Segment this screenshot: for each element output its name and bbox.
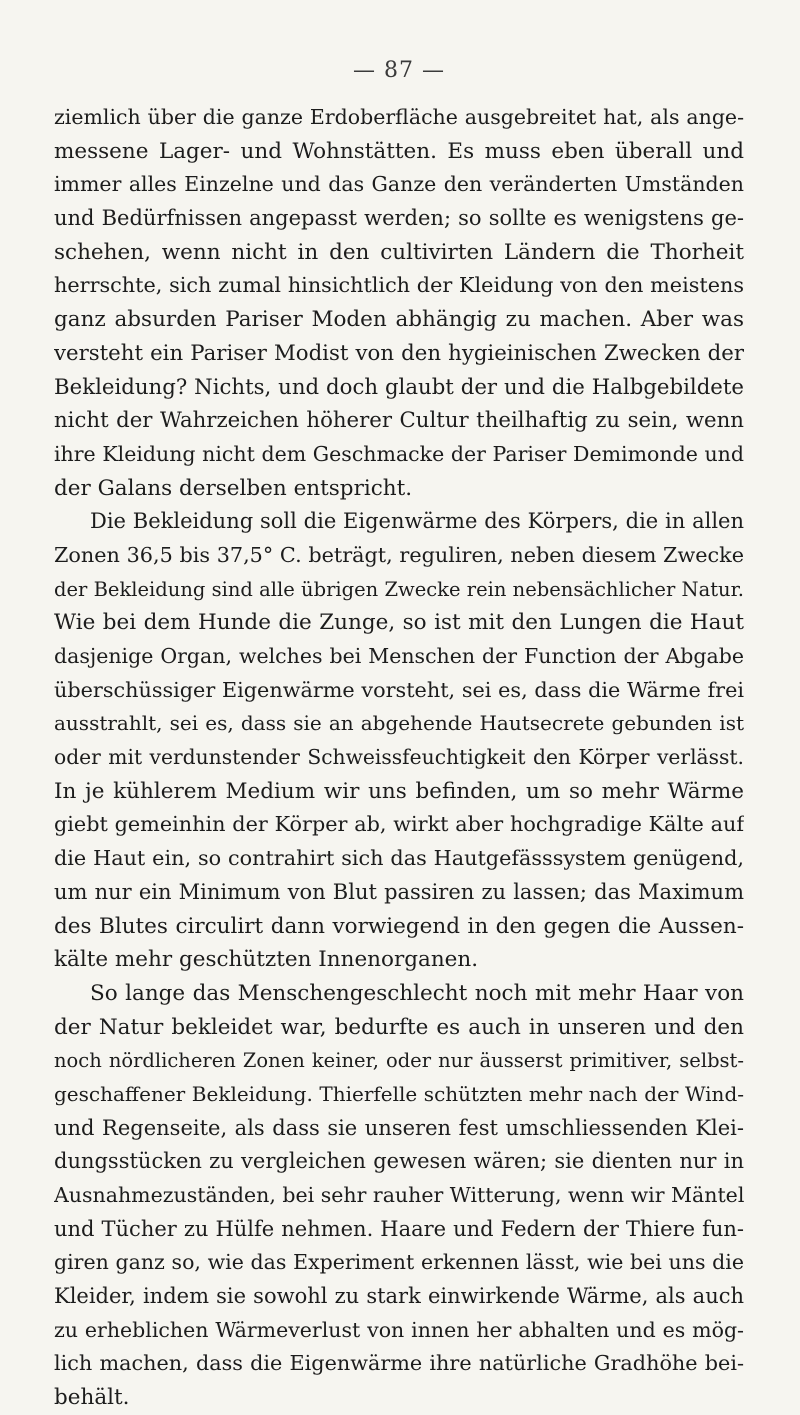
- text-line: noch nördlicheren Zonen keiner, oder nur äusserst primitiver, selbst-: [54, 1049, 744, 1073]
- text-line: Die Bekleidung soll die Eigenwärme des Körpers, die in allen: [90, 509, 744, 534]
- text-line: und Tücher zu Hülfe nehmen. Haare und Federn der Thiere fun-: [54, 1216, 744, 1241]
- text-line: ausstrahlt, sei es, dass sie an abgehende Hautsecrete gebunden ist: [54, 711, 744, 736]
- text-line: Zonen 36,5 bis 37,5° C. beträgt, reguliren, neben diesem Zwecke: [54, 542, 744, 567]
- text-line: zu erheblichen Wärmeverlust von innen her abhalten und es mög-: [54, 1317, 744, 1342]
- text-line: und Regenseite, als dass sie unseren fest umschliessenden Klei-: [54, 1115, 744, 1140]
- text-line: giebt gemeinhin der Körper ab, wirkt aber hochgradige Kälte auf: [54, 812, 744, 837]
- text-line: nicht der Wahrzeichen höherer Cultur theilhaftig zu sein, wenn: [54, 408, 744, 434]
- text-line: In je kühlerem Medium wir uns befinden, um so mehr Wärme: [54, 778, 744, 804]
- text-line: lich machen, dass die Eigenwärme ihre natürliche Gradhöhe bei-: [54, 1351, 744, 1376]
- text-line: und Bedürfnissen angepasst werden; so sollte es wenigstens ge-: [54, 206, 744, 231]
- text-line: schehen, wenn nicht in den cultivirten Ländern die Thorheit: [54, 239, 744, 265]
- text-line: Kleider, indem sie sowohl zu stark einwirkende Wärme, als auch: [54, 1284, 744, 1309]
- text-line: dasjenige Organ, welches bei Menschen der Function der Abgabe: [54, 644, 744, 668]
- text-line: die Haut ein, so contrahirt sich das Hautgefässsystem genügend,: [54, 846, 744, 871]
- text-line: um nur ein Minimum von Blut passiren zu lassen; das Maximum: [54, 879, 744, 904]
- text-line: Ausnahmezuständen, bei sehr rauher Witterung, wenn wir Mäntel: [54, 1183, 744, 1207]
- text-line: Wie bei dem Hunde die Zunge, so ist mit den Lungen die Haut: [54, 610, 744, 636]
- page-number: — 87 —: [353, 58, 445, 83]
- text-line: der Bekleidung sind alle übrigen Zwecke rein nebensächlicher Natur.: [54, 577, 744, 601]
- text-line: messene Lager- und Wohnstätten. Es muss eben überall und: [54, 138, 744, 164]
- text-line: versteht ein Pariser Modist von den hygieinischen Zwecken der: [54, 340, 744, 366]
- text-line: der Natur bekleidet war, bedurfte es auch in unseren und den: [54, 1014, 744, 1040]
- text-line: Bekleidung? Nichts, und doch glaubt der und die Halbgebildete: [54, 374, 744, 400]
- text-line: dungsstücken zu vergleichen gewesen wären; sie dienten nur in: [54, 1149, 744, 1174]
- text-line: oder mit verdunstender Schweissfeuchtigkeit den Körper verlässt.: [54, 745, 744, 770]
- text-line: kälte mehr geschützten Innenorganen.: [54, 947, 479, 973]
- text-line: giren ganz so, wie das Experiment erkennen lässt, wie bei uns die: [54, 1250, 744, 1275]
- text-line: ihre Kleidung nicht dem Geschmacke der Pariser Demimonde und: [54, 441, 744, 466]
- body-text: [54, 101, 744, 1415]
- text-line: So lange das Menschengeschlecht noch mit mehr Haar von: [90, 980, 744, 1006]
- text-line: behält.: [54, 1385, 130, 1411]
- text-line: der Galans derselben entspricht.: [54, 475, 413, 501]
- text-line: herrschte, sich zumal hinsichtlich der Kleidung von den meistens: [54, 273, 744, 298]
- text-line: geschaffener Bekleidung. Thierfelle schützten mehr nach der Wind-: [54, 1081, 744, 1106]
- text-line: immer alles Einzelne und das Ganze den veränderten Umständen: [54, 172, 744, 197]
- text-line: des Blutes circulirt dann vorwiegend in den gegen die Aussen-: [54, 913, 744, 939]
- text-line: überschüssiger Eigenwärme vorsteht, sei es, dass die Wärme frei: [54, 677, 744, 702]
- text-line: ganz absurden Pariser Moden abhängig zu machen. Aber was: [54, 307, 744, 333]
- text-line: ziemlich über die ganze Erdoberfläche ausgebreitet hat, als ange-: [54, 105, 744, 129]
